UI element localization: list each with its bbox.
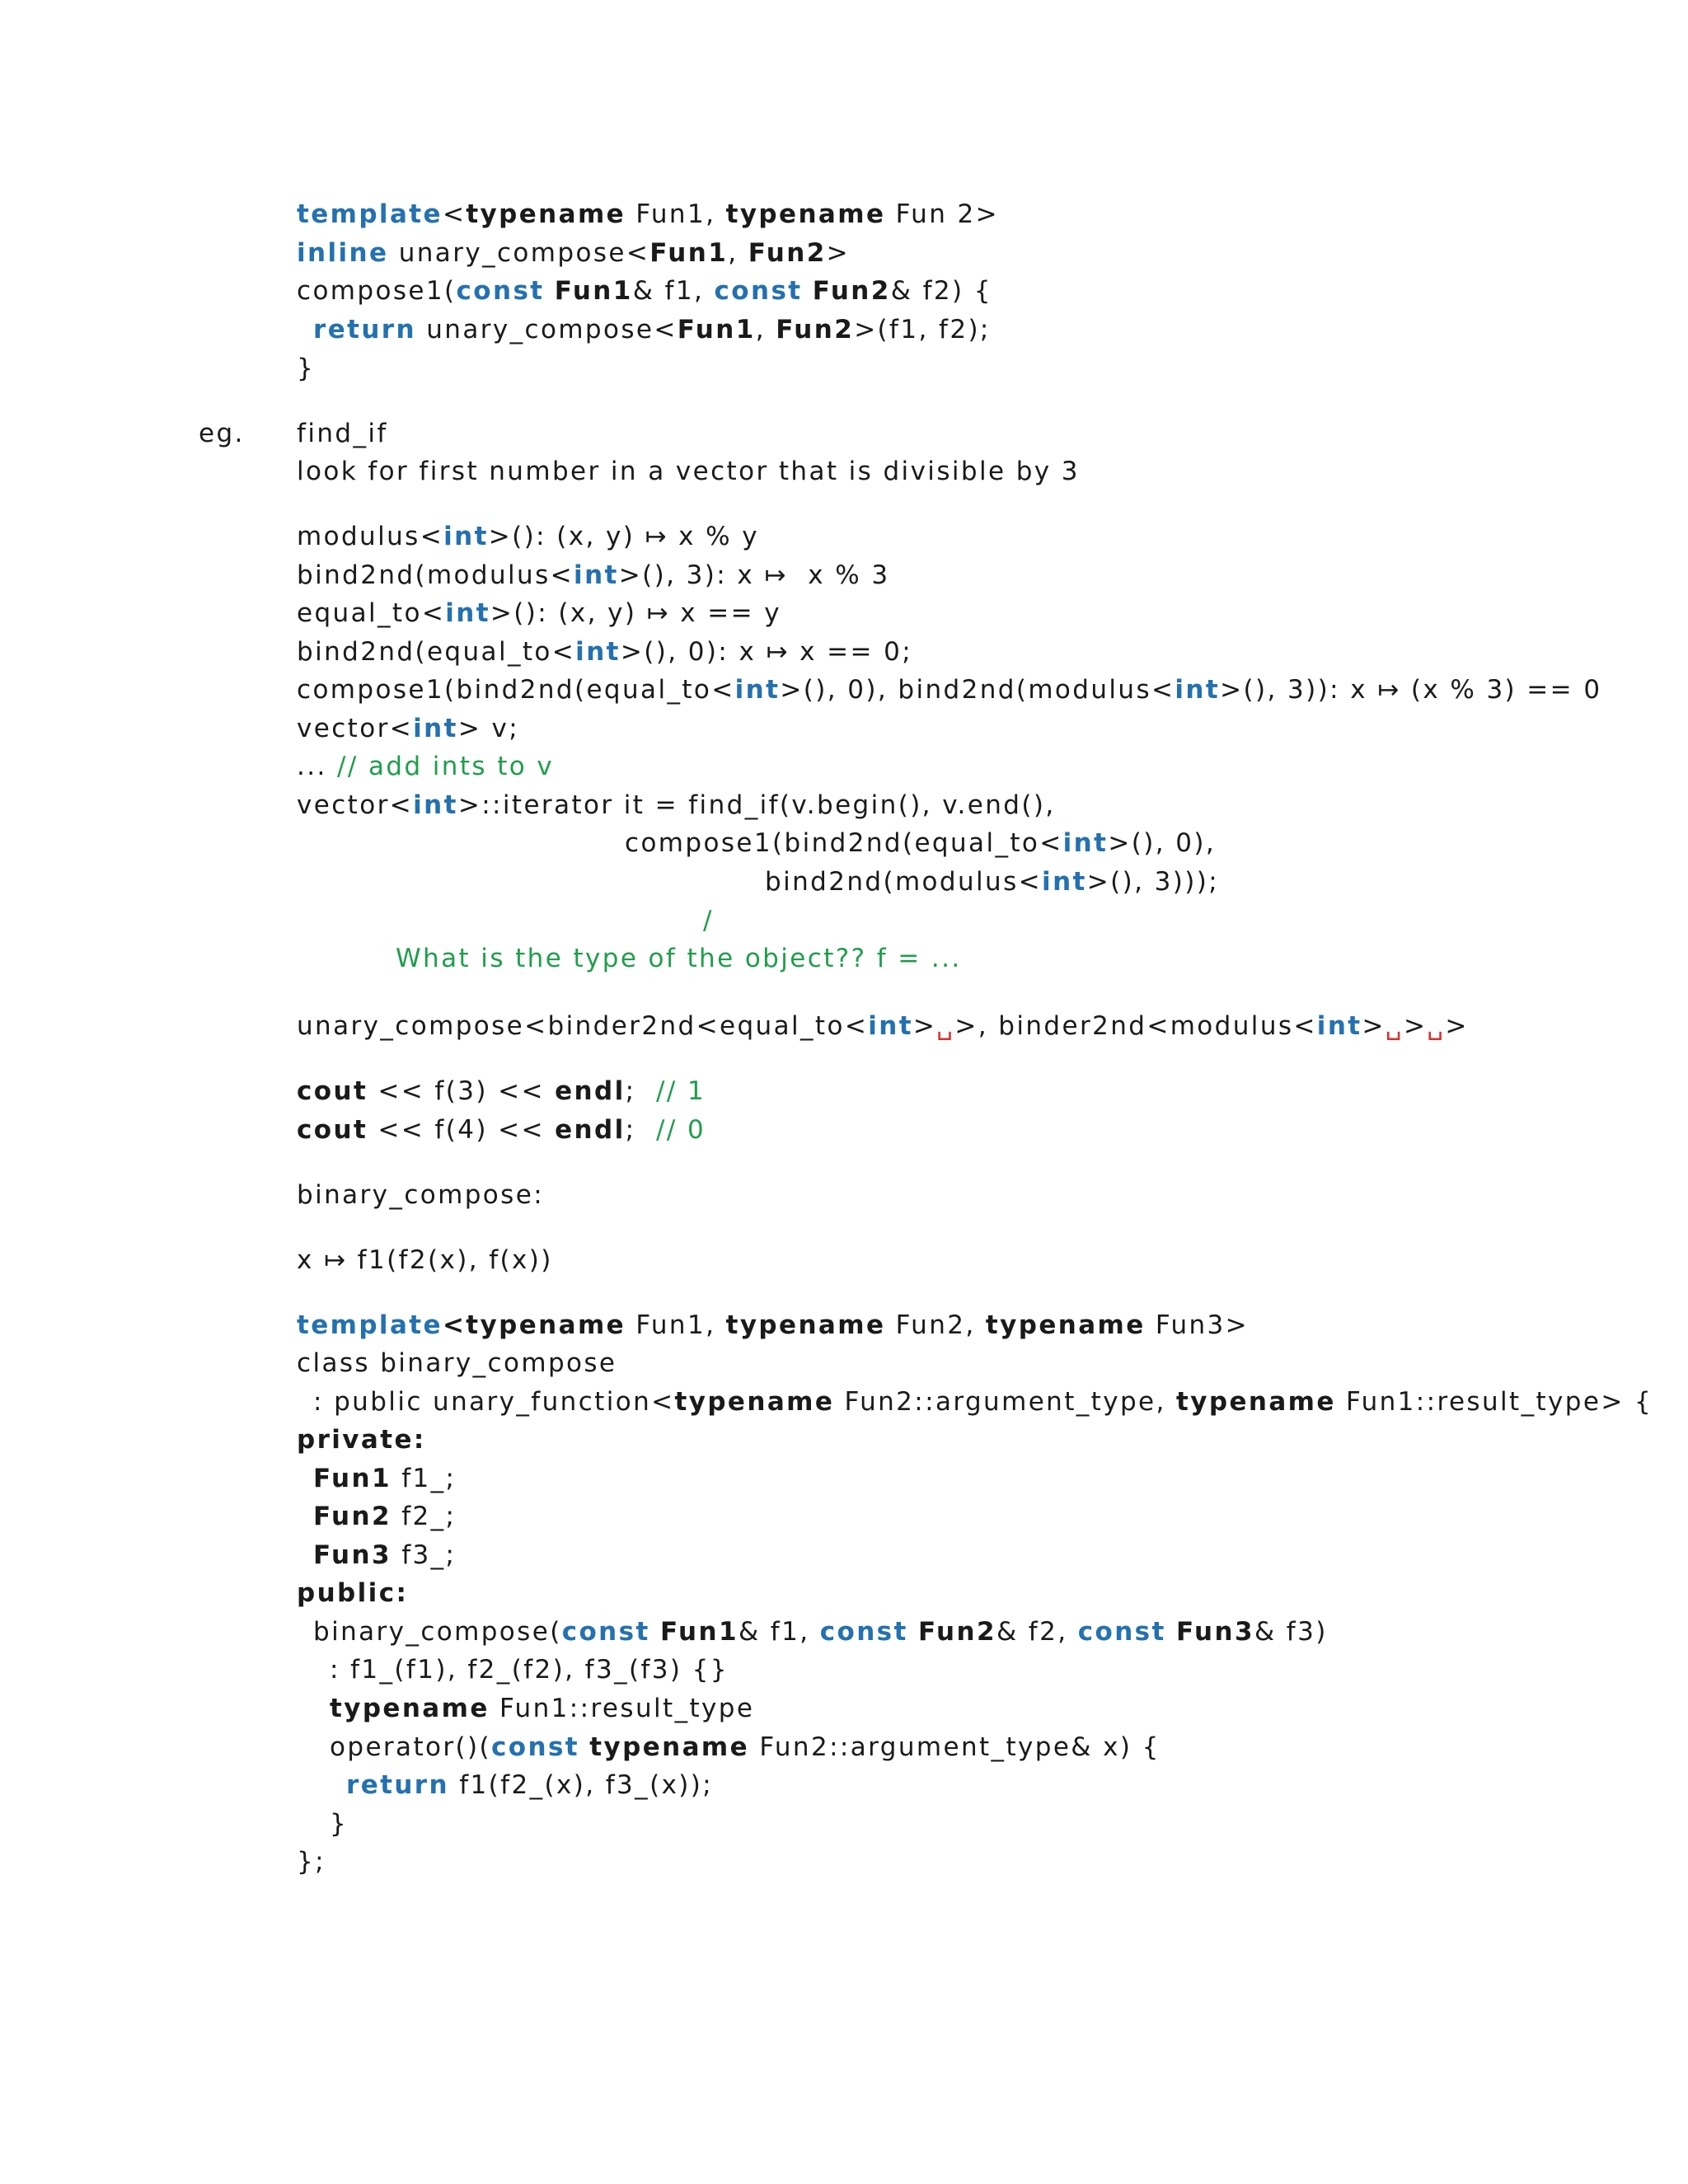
code-line xyxy=(297,520,759,553)
code-token: Fun1, xyxy=(626,1310,726,1340)
code-line xyxy=(297,1347,617,1380)
keyword-token: int xyxy=(575,637,621,667)
code-token: > xyxy=(826,238,851,268)
code-line xyxy=(396,942,962,975)
keyword-token: int xyxy=(445,598,490,628)
code-line xyxy=(297,352,315,385)
keyword-token: int xyxy=(413,790,458,820)
code-line xyxy=(330,1653,729,1686)
keyword-token: int xyxy=(1062,828,1109,858)
keyword-token: const xyxy=(561,1617,650,1647)
code-line xyxy=(297,1179,544,1212)
code-token: ; xyxy=(625,1115,656,1145)
code-token: look for first number in a vector that is divisible by 3 xyxy=(297,457,1080,486)
code-token: >(), 0), xyxy=(1108,828,1217,858)
code-token: Fun2 xyxy=(313,1502,392,1531)
code-token: class binary_compose xyxy=(297,1348,617,1378)
keyword-token: template xyxy=(297,1310,443,1340)
keyword-token: return xyxy=(313,315,416,344)
code-token xyxy=(908,1617,918,1647)
code-token: typename xyxy=(1176,1387,1336,1417)
code-token: f1(f2_(x), f3_(x)); xyxy=(448,1770,714,1800)
code-token: typename xyxy=(330,1694,490,1723)
code-token: Fun 2> xyxy=(885,199,1000,229)
code-token: << f(3) << xyxy=(368,1076,556,1106)
code-token: Fun1 xyxy=(659,1617,738,1647)
space-marker: ␣ xyxy=(1427,1011,1446,1041)
code-token: > xyxy=(1362,1011,1386,1041)
code-token: Fun1 xyxy=(649,238,729,268)
code-token: } xyxy=(330,1809,349,1839)
code-token: bind2nd(equal_to< xyxy=(297,637,576,667)
code-token: >(), 0): x ↦ x == 0; xyxy=(620,637,913,667)
code-line xyxy=(297,635,912,668)
code-token xyxy=(803,276,813,306)
code-line xyxy=(297,789,1056,822)
code-token: private: xyxy=(297,1425,426,1455)
code-token: << f(4) << xyxy=(368,1115,556,1145)
code-token: Fun1, xyxy=(626,199,726,229)
code-token: Fun1 xyxy=(554,276,633,306)
code-token: typename xyxy=(725,199,886,229)
code-token: Fun2 xyxy=(812,276,891,306)
code-line xyxy=(330,1731,1160,1764)
comment-token: // add ints to v xyxy=(337,752,555,781)
code-line xyxy=(297,455,1080,488)
keyword-token: int xyxy=(1316,1011,1362,1041)
code-token: > xyxy=(912,1011,937,1041)
code-token: & f2) { xyxy=(890,276,992,306)
code-line xyxy=(313,1615,1328,1648)
code-token: compose1(bind2nd(equal_to< xyxy=(297,675,735,705)
code-token: f2_; xyxy=(391,1502,457,1531)
code-token: typename xyxy=(589,1732,750,1762)
keyword-token: int xyxy=(868,1011,913,1041)
code-token: > xyxy=(1403,1011,1428,1041)
code-token: & f2, xyxy=(996,1617,1078,1647)
code-token xyxy=(650,1617,660,1647)
code-token: >(): (x, y) ↦ x == y xyxy=(490,598,782,628)
code-line xyxy=(313,1500,456,1533)
code-line xyxy=(297,1075,706,1108)
code-token: & f3) xyxy=(1254,1617,1328,1647)
keyword-token: const xyxy=(491,1732,580,1762)
code-token xyxy=(579,1732,589,1762)
code-token: equal_to< xyxy=(297,598,446,628)
code-token: & f1, xyxy=(738,1617,820,1647)
code-token: Fun2, xyxy=(885,1310,986,1340)
code-line xyxy=(703,904,714,937)
keyword-token: int xyxy=(734,675,781,705)
code-line xyxy=(297,712,519,745)
code-token: & f1, xyxy=(632,276,715,306)
code-token: typename xyxy=(725,1310,886,1340)
code-line xyxy=(297,750,554,783)
code-line xyxy=(297,1010,1469,1043)
code-token: Fun3 xyxy=(313,1540,392,1570)
code-token: cout xyxy=(297,1076,368,1106)
code-token: } xyxy=(297,354,316,383)
code-token: binary_compose: xyxy=(297,1180,545,1210)
keyword-token: return xyxy=(346,1770,449,1800)
code-line xyxy=(297,274,992,307)
space-marker: ␣ xyxy=(936,1011,955,1041)
code-line xyxy=(625,827,1216,860)
code-token: Fun1 xyxy=(313,1464,392,1493)
keyword-token: inline xyxy=(297,238,389,268)
code-token: >(f1, f2); xyxy=(854,315,991,344)
keyword-token: template xyxy=(297,199,443,229)
code-token: }; xyxy=(297,1847,326,1877)
code-token: bind2nd(modulus< xyxy=(765,867,1043,897)
keyword-token: int xyxy=(1042,867,1087,897)
code-line xyxy=(297,559,889,592)
code-line xyxy=(297,597,781,630)
code-line xyxy=(297,1113,706,1146)
code-token: ... xyxy=(297,752,338,781)
code-token: modulus< xyxy=(297,522,444,551)
code-token: unary_compose< xyxy=(388,238,650,268)
code-token: >::iterator it = find_if(v.begin(), v.end(), xyxy=(457,790,1056,820)
code-token: compose1( xyxy=(297,276,457,306)
code-line xyxy=(297,198,999,231)
code-line xyxy=(313,1385,1653,1418)
code-line xyxy=(313,313,991,346)
code-token: vector< xyxy=(297,714,414,743)
code-token: typename xyxy=(985,1310,1146,1340)
code-line xyxy=(297,1423,426,1456)
code-token: Fun1::result_type xyxy=(489,1694,755,1723)
code-line xyxy=(297,1845,326,1878)
code-token: cout xyxy=(297,1115,368,1145)
code-line xyxy=(330,1807,348,1840)
comment-token: // 1 xyxy=(656,1076,706,1106)
code-line xyxy=(297,1309,1249,1342)
comment-token: / xyxy=(703,906,714,935)
code-token: x ↦ f1(f2(x), f(x)) xyxy=(297,1245,553,1275)
code-token: Fun2::argument_type, xyxy=(834,1387,1177,1417)
keyword-token: int xyxy=(574,560,619,590)
keyword-token: const xyxy=(714,276,803,306)
code-line xyxy=(297,417,388,450)
code-token: ; xyxy=(625,1076,656,1106)
keyword-token: int xyxy=(413,714,458,743)
code-line xyxy=(297,1244,553,1277)
code-token: bind2nd(modulus< xyxy=(297,560,574,590)
code-token: typename xyxy=(674,1387,835,1417)
space-marker: ␣ xyxy=(1385,1011,1404,1041)
code-token: public: xyxy=(297,1578,409,1608)
code-token xyxy=(1166,1617,1176,1647)
code-token: Fun2::argument_type& x) { xyxy=(749,1732,1160,1762)
code-token: Fun1::result_type> { xyxy=(1335,1387,1653,1417)
keyword-token: const xyxy=(456,276,545,306)
code-token: f3_; xyxy=(391,1540,457,1570)
code-line xyxy=(330,1692,754,1725)
code-token: Fun2 xyxy=(918,1617,996,1647)
code-token: endl xyxy=(555,1076,626,1106)
code-token: endl xyxy=(555,1115,626,1145)
code-token: unary_compose<binder2nd<equal_to< xyxy=(297,1011,869,1041)
code-token: >(): (x, y) ↦ x % y xyxy=(488,522,759,551)
code-token: Fun2 xyxy=(748,238,827,268)
code-token xyxy=(545,276,555,306)
code-token: >(), 3)): x ↦ (x % 3) == 0 xyxy=(1220,675,1602,705)
code-token: f1_; xyxy=(391,1464,457,1493)
code-token: binary_compose( xyxy=(313,1617,562,1647)
code-token: vector< xyxy=(297,790,414,820)
keyword-token: int xyxy=(1175,675,1221,705)
code-line xyxy=(297,673,1601,706)
code-token: Fun3 xyxy=(1176,1617,1254,1647)
code-line xyxy=(765,865,1219,898)
code-line xyxy=(297,237,850,269)
keyword-token: const xyxy=(1077,1617,1166,1647)
code-token: < xyxy=(442,199,467,229)
code-token: >(), 3): x ↦ x % 3 xyxy=(618,560,890,590)
code-line xyxy=(297,1577,408,1610)
code-token: > v; xyxy=(457,714,520,743)
code-token: Fun1 xyxy=(677,315,756,344)
code-token: Fun3> xyxy=(1145,1310,1250,1340)
keyword-token: const xyxy=(819,1617,908,1647)
code-token: compose1(bind2nd(equal_to< xyxy=(625,828,1063,858)
code-token: find_if xyxy=(297,419,388,448)
code-token: , xyxy=(728,238,748,268)
code-line xyxy=(346,1769,713,1802)
keyword-token: int xyxy=(443,522,489,551)
code-token: Fun2 xyxy=(776,315,855,344)
example-label: eg. xyxy=(199,419,245,448)
code-token: typename xyxy=(466,199,626,229)
code-token: operator()( xyxy=(330,1732,492,1762)
code-token: , xyxy=(755,315,776,344)
code-token: >, binder2nd<modulus< xyxy=(954,1011,1317,1041)
code-token: : public unary_function< xyxy=(313,1387,675,1417)
code-token: <typename xyxy=(442,1310,626,1340)
comment-token: What is the type of the object?? f = ... xyxy=(396,944,962,973)
code-line xyxy=(313,1539,456,1572)
code-token: unary_compose< xyxy=(415,315,678,344)
code-line xyxy=(313,1462,456,1495)
code-token: > xyxy=(1445,1011,1469,1041)
code-token: >(), 3))); xyxy=(1086,867,1220,897)
code-token: : f1_(f1), f2_(f2), f3_(f3) {} xyxy=(330,1655,729,1685)
comment-token: // 0 xyxy=(656,1115,706,1145)
code-token: >(), 0), bind2nd(modulus< xyxy=(780,675,1175,705)
